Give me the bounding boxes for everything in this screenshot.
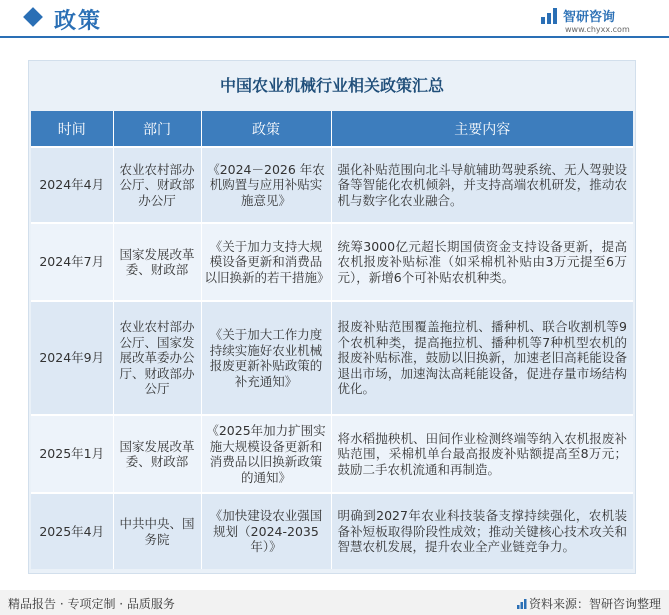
table-row — [31, 223, 633, 301]
cell-dept: 中共中央、国务院 — [113, 493, 201, 569]
cell-content: 统筹3000亿元超长期国债资金支持设备更新，提高农机报废补贴标准（如采棉机补贴由3万元提至6万元），新增6个可补贴农机种类。 — [331, 223, 633, 301]
footer-slogan: 精品报告 · 专项定制 · 品质服务 — [8, 597, 175, 611]
cell-policy: 《2025年加力扩围实施大规模设备更新和消费品以旧换新政策的通知》 — [201, 415, 331, 493]
cell-time: 2025年1月 — [31, 415, 113, 493]
cell-policy: 《关于加力支持大规模设备更新和消费品以旧换新的若干措施》 — [201, 223, 331, 301]
brand-name: 智研咨询 — [563, 10, 616, 25]
cell-dept: 农业农村部办公厅、财政部办公厅 — [113, 147, 201, 223]
column-header-time: 时间 — [31, 111, 113, 147]
bar-chart-logo-icon — [517, 599, 527, 609]
policy-table — [31, 111, 633, 569]
cell-time: 2024年7月 — [31, 223, 113, 301]
cell-dept: 农业农村部办公厅、国家发展改革委办公厅、财政部办公厅 — [113, 301, 201, 415]
cell-time: 2025年4月 — [31, 493, 113, 569]
cell-content: 强化补贴范围向北斗导航辅助驾驶系统、无人驾驶设备等智能化农机倾斜，并支持高端农机研发，推动农机与数字化农业融合。 — [331, 147, 633, 223]
cell-content: 明确到2027年农业科技装备支撑持续强化，农机装备补短板取得阶段性成效；推动关键核心技术攻关和智慧农机发展，提升农业全产业链竞争力。 — [331, 493, 633, 569]
page-footer — [0, 590, 669, 615]
cell-policy: 《关于加大工作力度持续实施好农业机械报废更新补贴政策的补充通知》 — [201, 301, 331, 415]
cell-time: 2024年9月 — [31, 301, 113, 415]
footer-source-text: 资料来源：智研咨询整理 — [528, 597, 661, 611]
header-divider — [0, 36, 669, 38]
table-row — [31, 493, 633, 569]
diamond-bullet-icon — [23, 7, 43, 27]
page-header — [0, 0, 669, 38]
brand-logo — [541, 6, 651, 36]
cell-policy: 《2024－2026 年农机购置与应用补贴实施意见》 — [201, 147, 331, 223]
table-row — [31, 147, 633, 223]
cell-time: 2024年4月 — [31, 147, 113, 223]
table-header-row — [31, 111, 633, 147]
table-title: 中国农业机械行业相关政策汇总 — [219, 76, 444, 95]
brand-site: www.chyxx.com — [565, 25, 630, 34]
section-title: 政策 — [54, 9, 103, 34]
cell-policy: 《加快建设农业强国规划（2024-2035年）》 — [201, 493, 331, 569]
table-row — [31, 415, 633, 493]
column-header-policy: 政策 — [201, 111, 331, 147]
cell-content: 报废补贴范围覆盖拖拉机、播种机、联合收割机等9个农机种类，提高拖拉机、播种机等7种机型农机的报废补贴标准，鼓励以旧换新，加速老旧高耗能设备退出市场，加速淘汰高耗能设备，促进存量市场结构优化。 — [331, 301, 633, 415]
cell-content: 将水稻抛秧机、田间作业检测终端等纳入农机报废补贴范围，采棉机单台最高报废补贴额提高至8万元；鼓励二手农机流通和再制造。 — [331, 415, 633, 493]
bar-chart-logo-icon — [541, 8, 557, 24]
cell-dept: 国家发展改革委、财政部 — [113, 415, 201, 493]
footer-source — [517, 595, 661, 612]
policy-table-panel — [28, 60, 636, 574]
column-header-content: 主要内容 — [331, 111, 633, 147]
cell-dept: 国家发展改革委、财政部 — [113, 223, 201, 301]
table-row — [31, 301, 633, 415]
column-header-dept: 部门 — [113, 111, 201, 147]
